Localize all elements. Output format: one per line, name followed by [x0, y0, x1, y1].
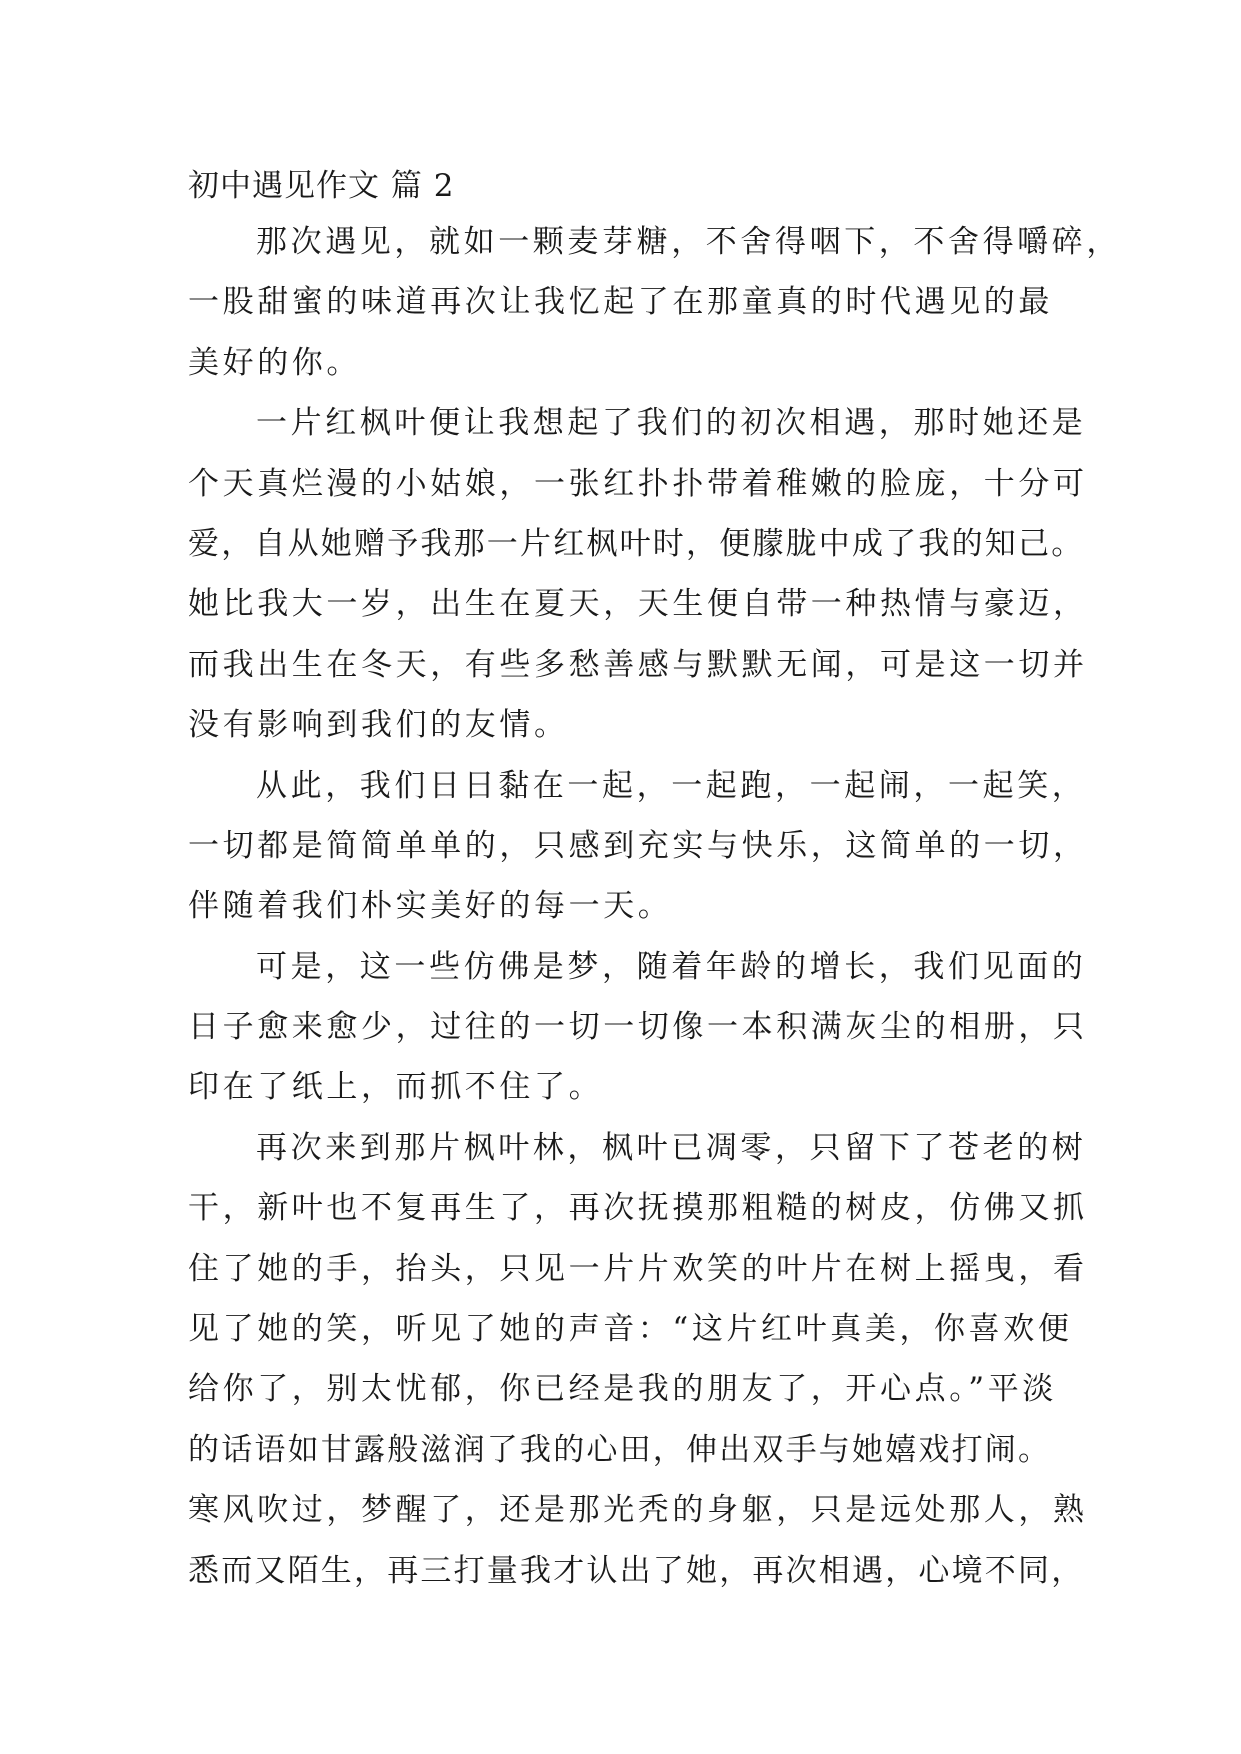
paragraph-line: 给你了，别太忧郁，你已经是我的朋友了，开心点。”平淡: [188, 1371, 1057, 1408]
paragraph-5: [188, 1118, 1088, 1601]
paragraph-line: 那次遇见，就如一颗麦芽糖，不舍得咽下，不舍得嚼碎，: [256, 224, 1121, 260]
paragraph-line: 见了她的笑，听见了她的声音：“这片红叶真美，你喜欢便: [188, 1311, 1073, 1348]
paragraph-line: 可是，这一些仿佛是梦，随着年龄的增长，我们见面的: [256, 948, 1087, 985]
paragraph-line: 一股甜蜜的味道再次让我忆起了在那童真的时代遇见的最: [188, 284, 1053, 321]
essay-title: 初中遇见作文 篇 2: [188, 168, 455, 204]
paragraph-line: 印在了纸上，而抓不住了。: [188, 1069, 604, 1106]
paragraph-1: [188, 212, 1121, 393]
paragraph-line: 个天真烂漫的小姑娘，一张红扑扑带着稚嫩的脸庞，十分可: [188, 465, 1088, 502]
paragraph-line: 一切都是简简单单的，只感到充实与快乐，这简单的一切，: [188, 827, 1088, 864]
paragraph-line: 悉而又陌生，再三打量我才认出了她，再次相遇，心境不同，: [188, 1552, 1085, 1589]
essay-body: [188, 212, 1121, 1601]
paragraph-line: 日子愈来愈少，过往的一切一切像一本积满灰尘的相册，只: [188, 1009, 1088, 1046]
paragraph-3: [188, 756, 1088, 937]
paragraph-line: 再次来到那片枫叶林，枫叶已凋零，只留下了苍老的树: [256, 1129, 1087, 1166]
paragraph-line: 没有影响到我们的友情。: [188, 707, 569, 744]
paragraph-line: 一片红枫叶便让我想起了我们的初次相遇，那时她还是: [256, 405, 1087, 442]
paragraph-line: 而我出生在冬天，有些多愁善感与默默无闻，可是这一切并: [188, 646, 1088, 683]
paragraph-2: [188, 393, 1088, 755]
paragraph-line: 从此，我们日日黏在一起，一起跑，一起闹，一起笑，: [256, 767, 1087, 804]
paragraph-line: 的话语如甘露般滋润了我的心田，伸出双手与她嬉戏打闹。: [188, 1431, 1052, 1468]
paragraph-4: [188, 937, 1088, 1118]
paragraph-line: 住了她的手，抬头，只见一片片欢笑的叶片在树上摇曳，看: [188, 1250, 1088, 1287]
paragraph-line: 伴随着我们朴实美好的每一天。: [188, 888, 673, 925]
paragraph-line: 她比我大一岁，出生在夏天，天生便自带一种热情与豪迈，: [188, 586, 1088, 623]
paragraph-line: 爱，自从她赠予我那一片红枫叶时，便朦胧中成了我的知己。: [188, 525, 1085, 562]
paragraph-line: 干，新叶也不复再生了，再次抚摸那粗糙的树皮，仿佛又抓: [188, 1190, 1088, 1227]
paragraph-line: 寒风吹过，梦醒了，还是那光秃的身躯，只是远处那人，熟: [188, 1492, 1088, 1529]
paragraph-line: 美好的你。: [188, 344, 361, 381]
